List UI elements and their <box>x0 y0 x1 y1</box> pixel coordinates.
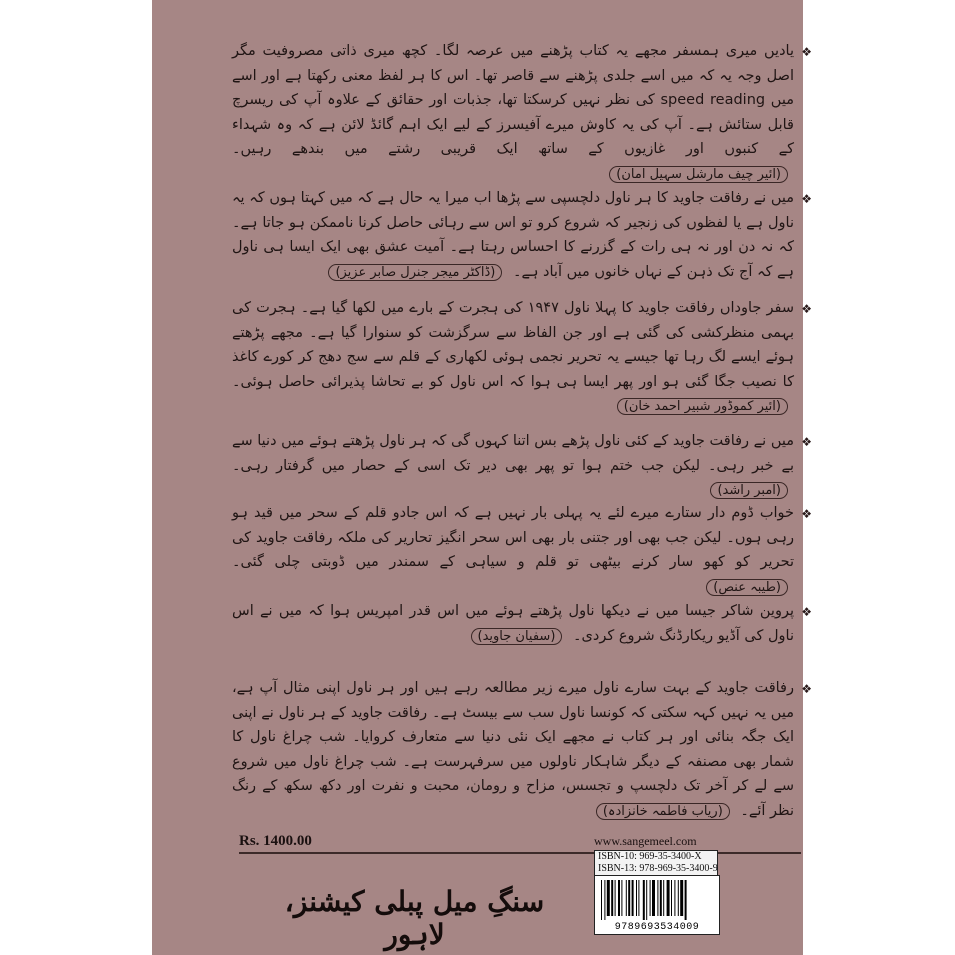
barcode-bar <box>674 880 675 916</box>
review-quote-4 <box>232 429 812 504</box>
barcode-number: 9789693534009 <box>614 922 700 933</box>
barcode-bar <box>643 880 645 920</box>
quote-text: یادیں میری ہمسفر مجھے یہ کتاب پڑھنے میں عرصہ لگا۔ کچھ میری ذاتی مصروفیت مگر اصل وجہ یہ کہ میں اسے جلدی پڑھنے سے قاصر تھا۔ اس کا ہر لفظ معنی رکھتا ہے اور اسے میں speed reading کی نظر نہیں کرسکتا تھا، جذبات اور حقائق کے علاوہ آپ کی ریسرچ قابل ستائش ہے۔ آپ کی یہ کاوش میرے آفیسرز کے لیے ایک اہم گائڈ لائن ہے کہ وہ شہداء کے کنبوں اور غازیوں کے ساتھ ایک قریبی رشتے میں بندھے رہیں۔ <box>232 43 794 157</box>
isbn-10: ISBN-10: 969-35-3400-X <box>598 851 702 862</box>
barcode-bar <box>615 880 616 916</box>
quote-attribution: (سفیان جاوید) <box>471 628 563 645</box>
review-quote-5 <box>232 501 812 600</box>
barcode-bar <box>660 880 662 916</box>
barcode-bar <box>638 880 639 916</box>
barcode-bar <box>652 880 655 916</box>
quote-attribution: (امبر راشد) <box>710 482 788 499</box>
quote-attribution: (ڈاکٹر میجر جنرل صابر عزیز) <box>328 264 502 281</box>
review-quote-7 <box>232 676 812 824</box>
bullet-icon: ❖ <box>801 45 812 59</box>
barcode-bar <box>663 880 664 916</box>
barcode-bar <box>667 880 670 916</box>
publisher-logo: سنگِ میل پبلی کیشنز، لاہور <box>284 885 545 951</box>
quote-attribution: (طیبہ عنص) <box>706 579 788 596</box>
quote-text: رفاقت جاوید کے بہت سارے ناول میرے زیر مطالعہ رہے ہیں اور ہر ناول اپنی مثال آپ ہے، میں یہ نہیں کہہ سکتی کہ کونسا ناول سب سے بیسٹ ہے۔ رفاقت جاوید کے ہر ناول نے اپنی ایک جگہ بنائی اور ہر کتاب نے مجھے ایک نئی دنیا سے متعارف کروایا۔ شب چراغ ناول کا شمار بھی مصنفہ کے دیگر شاہکار ناولوں میں سرفہرست ہے۔ شب چراغ ناول میں شروع سے لے کر آخر تک دلچسپ و تجسس، مزاح و رومان، محبت و نفرت اور دکھ سکھ کے رنگ نظر آئے۔ <box>232 680 794 819</box>
barcode-bar <box>646 880 647 920</box>
barcode-bar <box>611 880 613 916</box>
quote-attribution: (ائیر چیف مارشل سہیل امان) <box>609 166 788 183</box>
barcode-bar <box>628 880 630 916</box>
barcode-bar <box>618 880 620 916</box>
quote-text: خواب ڈوم دار ستارے میرے لئے یہ پہلی بار نہیں ہے کہ اس جادو قلم کے سحر میں قید ہو رہی ہوں۔ لیکن جب بھی اور جتنی بار بھی اس سحر انگیز تحاریر کی ملکہ رفاقت جاوید کی تحریر کو کھو سار کرنے بیٹھی تو قلم و سیاہی کے سمندر میں ڈوبتی چلی گئی۔ <box>232 505 794 570</box>
review-quote-1 <box>232 39 812 187</box>
barcode-bars-icon <box>595 876 719 920</box>
bullet-icon: ❖ <box>801 192 812 206</box>
review-quote-2 <box>232 186 812 285</box>
barcode-bar <box>632 880 634 916</box>
barcode-bar <box>650 880 651 916</box>
barcode-bar <box>671 880 672 916</box>
isbn-13: ISBN-13: 978-969-35-3400-9 <box>598 863 718 874</box>
barcode-bar <box>626 880 627 916</box>
quote-text: سفر جاوداں رفاقت جاوید کا پہلا ناول ۱۹۴۷ کی ہجرت کے بارے میں لکھا گیا ہے۔ ہجرت کی بہمی منظرکشی کی گئی ہے اور جن الفاظ سے سرگزشت کو سنوارا گیا ہے۔ مجھے پڑھتے ہوئے ایسے لگ رہا تھا جیسے یہ تحریر نجمی ہوئی لکھاری کے قلم سے سج دھج کر کورے کاغذ کا نصیب جگا گئی ہو اور پھر ایسا ہی ہوا کہ اس ناول کو بے تحاشا پذیرائی حاصل ہوئی۔ <box>232 300 794 390</box>
barcode-bar <box>636 880 637 916</box>
review-quote-3 <box>232 296 812 420</box>
barcode-bar <box>678 880 679 916</box>
bullet-icon: ❖ <box>801 682 812 696</box>
bullet-icon: ❖ <box>801 435 812 449</box>
barcode-bar <box>657 880 658 916</box>
price-label: Rs. 1400.00 <box>239 833 312 849</box>
quote-text: میں نے رفاقت جاوید کے کئی ناول پڑھے بس اتنا کہوں گی کہ ہر ناول پڑھتے ہوئے میں دنیا سے بے خبر رہی۔ لیکن جب ختم ہوا تو پھر بھی دیر تک اسی کے حصار میں گرفتار رہی۔ <box>232 433 794 474</box>
barcode-bar <box>621 880 622 916</box>
quote-text: میں نے رفاقت جاوید کا ہر ناول دلچسپی سے پڑھا اب میرا یہ حال ہے کہ میں کہتا ہوں کہ یہ ناول ہے یا لفظوں کی زنجیر کہ شروع کرو تو اس سے رہائی حاصل کرنا ناممکن ہو جاتا ہے۔ کہ نہ دن اور نہ ہی رات کے گزرنے کا احساس رہتا ہے۔ آمیت عشق بھی ایک ایسا ہی ناول ہے کہ آج تک ذہن کے نہاں خانوں میں آباد ہے۔ <box>232 190 794 280</box>
quote-attribution: (ائیر کموڈور شبیر احمد خان) <box>617 398 788 415</box>
barcode-bar <box>680 880 683 916</box>
publisher-website: www.sangemeel.com <box>594 834 697 848</box>
bullet-icon: ❖ <box>801 302 812 316</box>
review-quote-6 <box>232 599 812 649</box>
barcode-bar <box>601 880 602 920</box>
barcode-bar <box>607 880 610 916</box>
quote-attribution: (ریاب فاطمہ خانزادہ) <box>596 803 730 820</box>
quote-text: پروین شاکر جیسا میں نے دیکھا ناول پڑھتے ہوئے میں اس قدر امپریس ہوا کہ میں نے اس ناول کی آڈیو ریکارڈنگ شروع کردی۔ <box>232 603 794 644</box>
barcode-bar <box>604 880 605 920</box>
bullet-icon: ❖ <box>801 507 812 521</box>
bullet-icon: ❖ <box>801 605 812 619</box>
isbn-box <box>594 850 718 876</box>
barcode-bar <box>685 880 687 920</box>
barcode <box>594 875 720 935</box>
